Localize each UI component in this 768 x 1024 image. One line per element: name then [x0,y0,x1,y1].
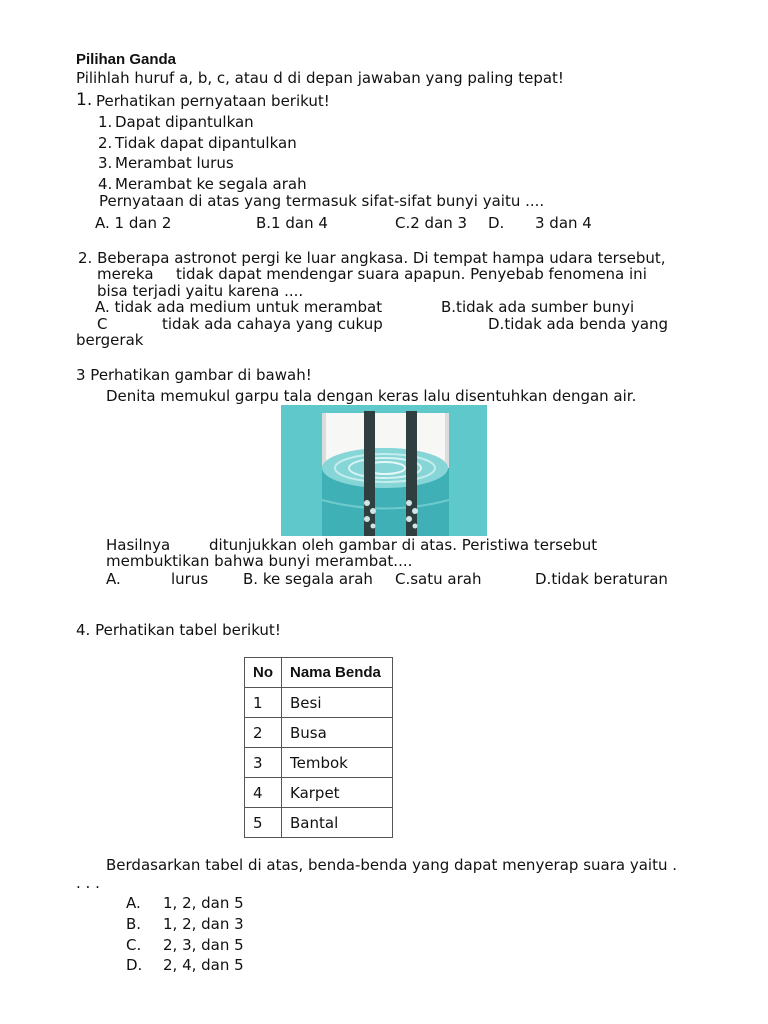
q2-line3: bisa terjadi yaitu karena .... [97,282,304,300]
table-cell-name: Busa [282,718,393,748]
q1-item-number: 1. [98,113,113,131]
table-cell-no: 4 [245,778,282,808]
objects-table [244,657,393,838]
instruction: Pilihlah huruf a, b, c, atau d di depan jawaban yang paling tepat! [76,69,564,87]
q3-result-b: ditunjukkan oleh gambar di atas. Peristiwa tersebut [209,536,598,554]
q4-option-text: 2, 3, dan 5 [163,936,244,954]
q1-prompt: Perhatikan pernyataan berikut! [96,92,330,110]
tuning-fork-water-figure [281,405,487,536]
q1-number: 1. [76,90,93,110]
table-cell-no: 2 [245,718,282,748]
q2-line2a: mereka [97,265,154,283]
q1-option-d-text: 3 dan 4 [535,214,592,232]
q4-option-letter: C. [126,936,142,954]
q4-option-text: 1, 2, dan 3 [163,915,244,933]
q1-item-text: Merambat ke segala arah [115,175,307,193]
table-cell-name: Bantal [282,808,393,838]
q2-option-d: D.tidak ada benda yang [488,315,669,333]
section-title: Pilihan Ganda [76,51,177,68]
q4-option-letter: D. [126,956,143,974]
q2-option-d-cont: bergerak [76,331,144,349]
q3-result-a: Hasilnya [106,536,171,554]
q4-question-cont: . . . [76,874,100,892]
q1-item-number: 4. [98,175,113,193]
q1-item-text: Merambat lurus [115,154,234,172]
q4-option-letter: A. [126,894,141,912]
q1-question: Pernyataan di atas yang termasuk sifat-sifat bunyi yaitu .... [99,192,545,210]
table-cell-name: Besi [282,688,393,718]
q3-result-line2: membuktikan bahwa bunyi merambat.... [106,552,413,570]
table-header-name: Nama Benda [282,658,393,688]
q1-option-b: B.1 dan 4 [256,214,328,232]
q1-item-text: Tidak dapat dipantulkan [115,134,297,152]
q3-option-b: B. ke segala arah [243,570,373,588]
q3-context: Denita memukul garpu tala dengan keras lalu disentuhkan dengan air. [106,387,637,405]
q2-line2b: tidak dapat mendengar suara apapun. Penyebab fenomena ini [176,265,647,283]
q4-prompt: 4. Perhatikan tabel berikut! [76,621,281,639]
q3-option-c: C.satu arah [395,570,482,588]
table-row [245,688,393,718]
table-cell-no: 3 [245,748,282,778]
table-header-row [245,658,393,688]
table-cell-no: 5 [245,808,282,838]
table-row [245,808,393,838]
table-cell-no: 1 [245,688,282,718]
q1-option-c: C.2 dan 3 [395,214,468,232]
q3-option-a-text: lurus [171,570,209,588]
table-row [245,718,393,748]
tuning-fork-illustration [281,405,487,536]
q3-option-a-letter: A. [106,570,121,588]
q4-option-text: 2, 4, dan 5 [163,956,244,974]
q1-option-a: A. 1 dan 2 [95,214,172,232]
q2-line1: 2. Beberapa astronot pergi ke luar angkasa. Di tempat hampa udara tersebut, [78,249,666,267]
q4-question: Berdasarkan tabel di atas, benda-benda yang dapat menyerap suara yaitu . [106,856,677,874]
table-cell-name: Karpet [282,778,393,808]
table-row [245,748,393,778]
q1-item-number: 2. [98,134,113,152]
table-cell-name: Tembok [282,748,393,778]
q2-option-c-text: tidak ada cahaya yang cukup [162,315,383,333]
q2-option-a: A. tidak ada medium untuk merambat [95,298,383,316]
q4-option-letter: B. [126,915,142,933]
table-header-no: No [245,658,282,688]
q1-option-d-letter: D. [488,214,505,232]
table-row [245,778,393,808]
q1-item-number: 3. [98,154,113,172]
q2-option-b: B.tidak ada sumber bunyi [441,298,635,316]
q1-item-text: Dapat dipantulkan [115,113,254,131]
q2-option-c-letter: C [97,315,108,333]
q3-prompt: 3 Perhatikan gambar di bawah! [76,366,312,384]
q4-option-text: 1, 2, dan 5 [163,894,244,912]
q3-option-d: D.tidak beraturan [535,570,668,588]
